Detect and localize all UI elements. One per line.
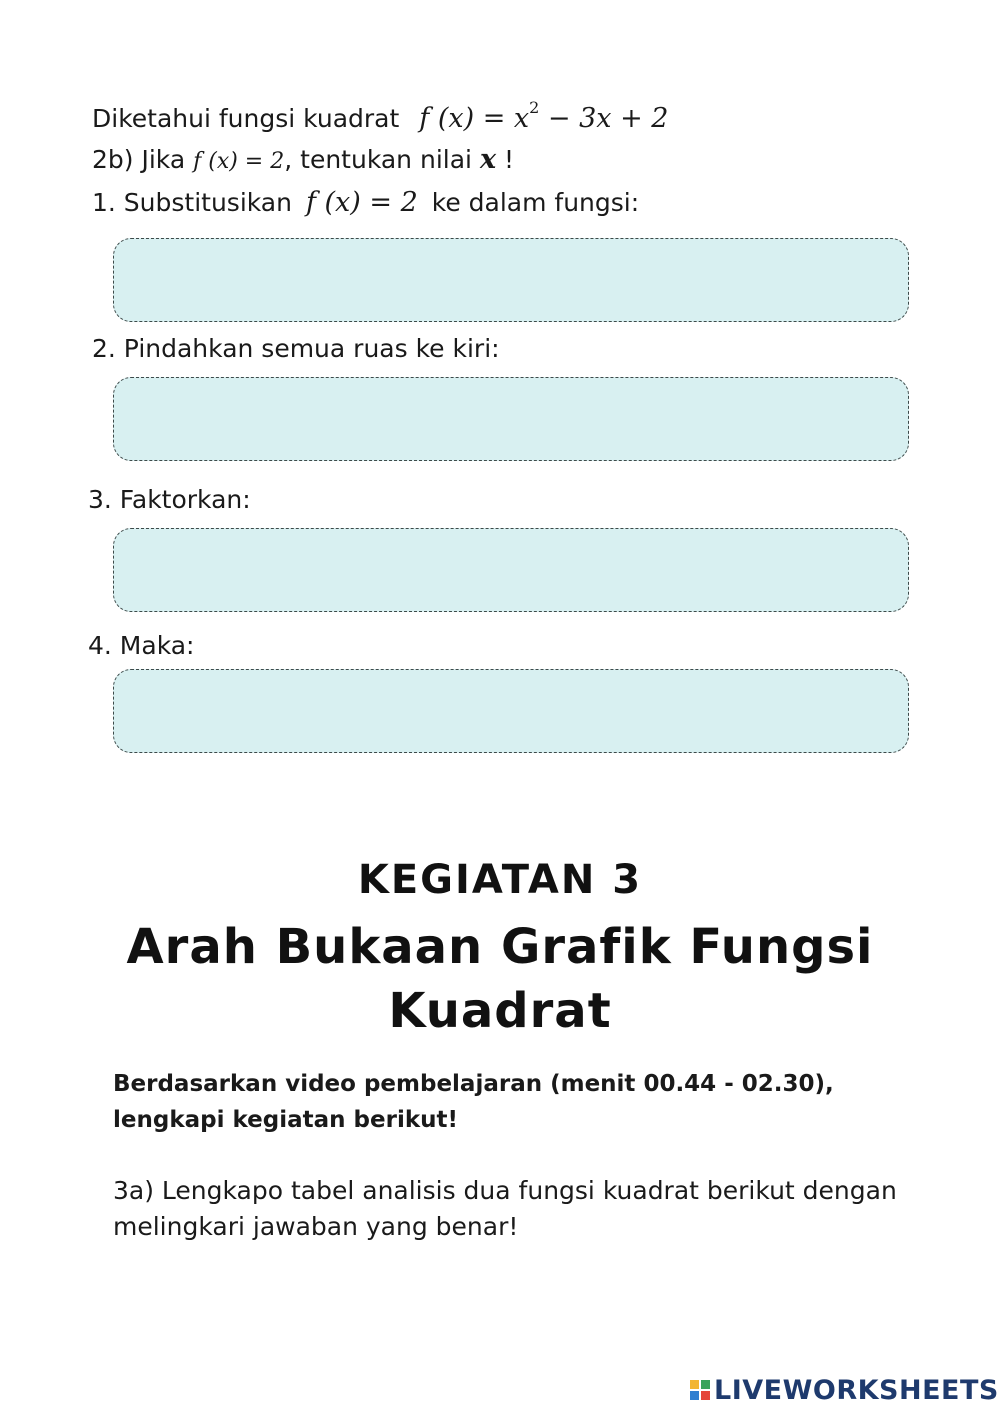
- logo-text: LIVEWORKSHEETS: [714, 1374, 999, 1406]
- step-4-label: [88, 633, 194, 658]
- question-variable: x: [479, 144, 497, 175]
- step-1-label-after: ke dalam fungsi:: [431, 188, 640, 217]
- step-1-label-math: f (x) = 2: [305, 187, 418, 218]
- problem-intro: [92, 98, 669, 134]
- step-4-label-text: 4. Maka:: [88, 631, 195, 660]
- question-suffix: !: [504, 145, 515, 174]
- question-math: f (x) = 2: [193, 149, 285, 174]
- question-line: [92, 146, 514, 173]
- step-3-answer-box[interactable]: [113, 528, 909, 612]
- activity-title: Arah Bukaan Grafik Fungsi Kuadrat: [126, 919, 874, 1039]
- activity-heading: KEGIATAN 3: [357, 857, 643, 903]
- step-1-answer-box[interactable]: [113, 238, 909, 322]
- step-1-label-before: 1. Substitusikan: [92, 188, 292, 217]
- step-2-label: [92, 336, 500, 361]
- intro-text: Diketahui fungsi kuadrat: [92, 104, 400, 133]
- logo-square-4: [701, 1391, 710, 1400]
- question-mid: , tentukan nilai: [284, 145, 472, 174]
- step-2-answer-box[interactable]: [113, 377, 909, 461]
- function-rhs: − 3x + 2: [539, 103, 669, 134]
- step-3-label-text: 3. Faktorkan:: [88, 485, 251, 514]
- step-2-label-text: 2. Pindahkan semua ruas ke kiri:: [92, 334, 500, 363]
- logo-square-1: [690, 1380, 699, 1389]
- logo-square-2: [701, 1380, 710, 1389]
- step-1-label: [92, 189, 639, 216]
- question-prefix: 2b) Jika: [92, 145, 186, 174]
- function-exponent: 2: [529, 98, 540, 117]
- function-lhs: f (x) = x: [419, 103, 530, 134]
- liveworksheets-logo: [690, 1374, 999, 1406]
- step-3-label: [88, 487, 251, 512]
- function-formula: [419, 98, 669, 134]
- logo-square-3: [690, 1391, 699, 1400]
- step-4-answer-box[interactable]: [113, 669, 909, 753]
- task-3a-text: 3a) Lengkapo tabel analisis dua fungsi kuadrat berikut dengan melingkari jawaban yang benar!: [113, 1176, 897, 1241]
- activity-instruction: Berdasarkan video pembelajaran (menit 00.44 - 02.30), lengkapi kegiatan berikut!: [113, 1071, 834, 1133]
- liveworksheets-logo-icon: [690, 1380, 710, 1400]
